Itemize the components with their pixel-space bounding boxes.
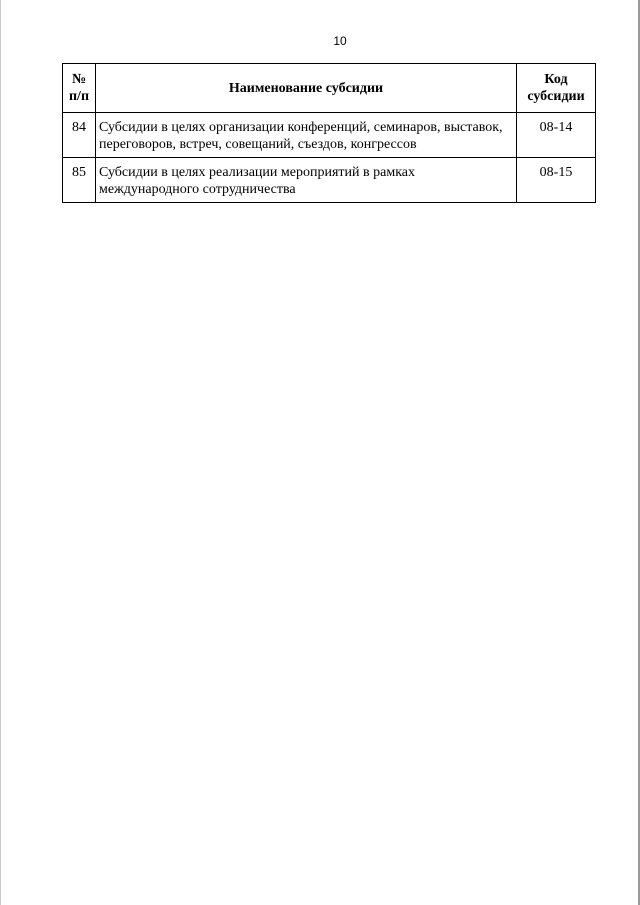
row-number: 84 bbox=[63, 113, 96, 158]
header-name: Наименование субсидии bbox=[96, 64, 517, 113]
page-number: 10 bbox=[333, 34, 347, 48]
row-subsidy-code: 08-14 bbox=[517, 113, 596, 158]
table-row bbox=[63, 113, 596, 158]
row-number: 85 bbox=[63, 158, 96, 203]
table-row bbox=[63, 158, 596, 203]
header-number: № п/п bbox=[63, 64, 96, 113]
row-subsidy-name: Субсидии в целях организации конференций, семинаров, выставок, переговоров, встреч, совещаний, съездов, конгрессов bbox=[96, 113, 517, 158]
row-subsidy-name: Субсидии в целях реализации мероприятий в рамках международного сотрудничества bbox=[96, 158, 517, 203]
table-header-row bbox=[63, 64, 596, 113]
subsidy-table bbox=[62, 63, 596, 203]
page-edge-left bbox=[0, 0, 1, 905]
row-subsidy-code: 08-15 bbox=[517, 158, 596, 203]
header-code: Код субсидии bbox=[517, 64, 596, 113]
